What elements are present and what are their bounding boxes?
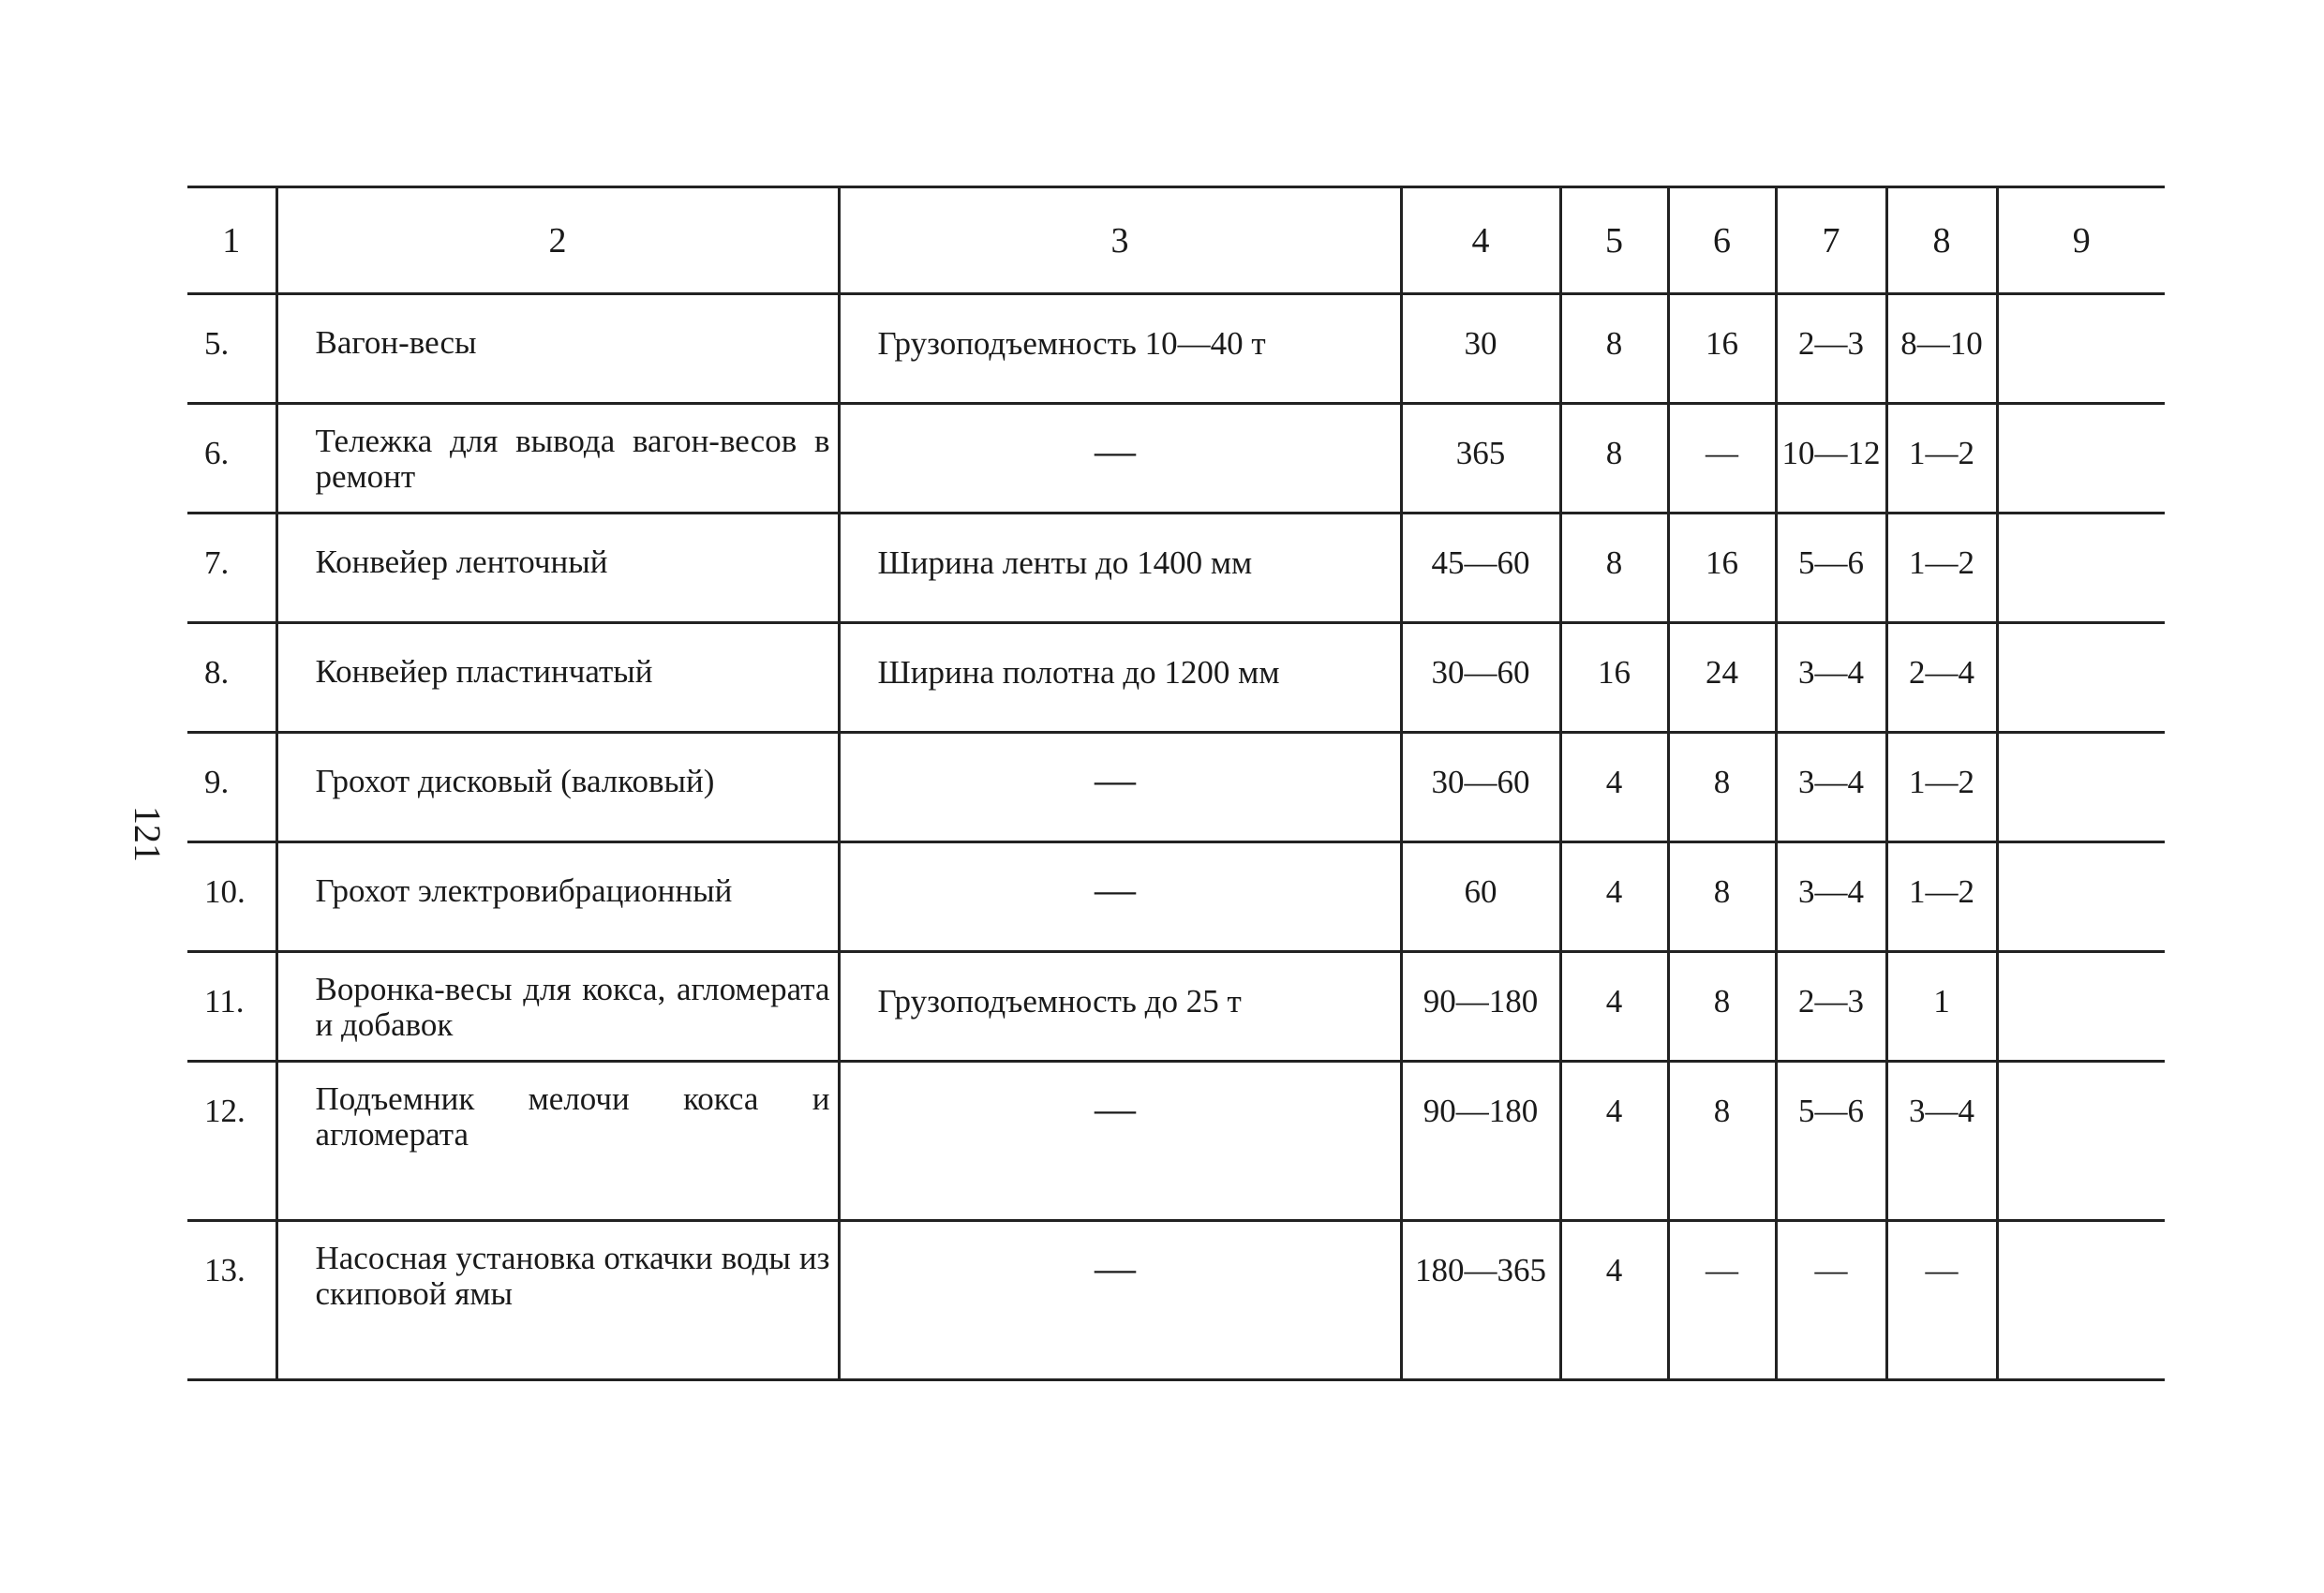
col-6-value: — <box>1668 1221 1776 1380</box>
header-col-3: 3 <box>839 187 1401 294</box>
col-6-value: 8 <box>1668 1062 1776 1221</box>
table-row <box>187 514 2165 623</box>
col-5-value: 8 <box>1560 514 1668 623</box>
table-row <box>187 952 2165 1062</box>
col-8-value: 1—2 <box>1886 514 1997 623</box>
col-7-value: 2—3 <box>1776 294 1886 404</box>
header-col-1: 1 <box>222 220 241 261</box>
row-number: 13. <box>204 1252 246 1288</box>
col-6-value: 16 <box>1668 514 1776 623</box>
col-8-value: 1 <box>1886 952 1997 1062</box>
header-row <box>187 187 2165 294</box>
col-6-value: — <box>1668 404 1776 514</box>
equipment-name: Конвейер пластинчатый <box>276 623 839 733</box>
equipment-parameter: Ширина полотна до 1200 мм <box>839 623 1401 733</box>
table-row <box>187 733 2165 842</box>
col-9-value <box>1997 623 2165 733</box>
page-number: 121 <box>127 806 169 862</box>
header-col-4: 4 <box>1401 187 1560 294</box>
header-col-8: 8 <box>1886 187 1997 294</box>
col-5-value: 4 <box>1560 733 1668 842</box>
equipment-parameter: — <box>839 1062 1401 1221</box>
col-5-value: 4 <box>1560 1062 1668 1221</box>
col-8-value: 1—2 <box>1886 404 1997 514</box>
equipment-name: Конвейер ленточный <box>276 514 839 623</box>
row-number: 12. <box>204 1093 246 1129</box>
equipment-name: Насосная установка откачки воды из скиповой ямы <box>276 1221 839 1380</box>
col-8-value: 1—2 <box>1886 842 1997 952</box>
col-8-value: — <box>1886 1221 1997 1380</box>
col-7-value: — <box>1776 1221 1886 1380</box>
table-body <box>187 294 2165 1380</box>
equipment-parameter: — <box>839 733 1401 842</box>
col-5-value: 16 <box>1560 623 1668 733</box>
col-7-value: 10—12 <box>1776 404 1886 514</box>
col-6-value: 8 <box>1668 952 1776 1062</box>
col-7-value: 3—4 <box>1776 623 1886 733</box>
col-9-value <box>1997 952 2165 1062</box>
col-5-value: 4 <box>1560 1221 1668 1380</box>
col-4-value: 180—365 <box>1401 1221 1560 1380</box>
col-6-value: 8 <box>1668 733 1776 842</box>
col-9-value <box>1997 1221 2165 1380</box>
table-header <box>187 187 2165 294</box>
col-4-value: 30—60 <box>1401 733 1560 842</box>
equipment-parameter: — <box>839 842 1401 952</box>
table-row <box>187 1221 2165 1380</box>
header-col-7: 7 <box>1776 187 1886 294</box>
col-4-value: 365 <box>1401 404 1560 514</box>
col-9-value <box>1997 294 2165 404</box>
equipment-parameter: — <box>839 404 1401 514</box>
col-4-value: 90—180 <box>1401 1062 1560 1221</box>
col-4-value: 60 <box>1401 842 1560 952</box>
col-8-value: 2—4 <box>1886 623 1997 733</box>
header-col-2: 2 <box>276 187 839 294</box>
col-6-value: 8 <box>1668 842 1776 952</box>
table-row <box>187 404 2165 514</box>
equipment-name: Тележка для вывода вагон-весов в ремонт <box>276 404 839 514</box>
col-6-value: 24 <box>1668 623 1776 733</box>
col-5-value: 4 <box>1560 952 1668 1062</box>
equipment-parameter: Грузоподъемность до 25 т <box>839 952 1401 1062</box>
col-8-value: 8—10 <box>1886 294 1997 404</box>
col-4-value: 90—180 <box>1401 952 1560 1062</box>
col-9-value <box>1997 733 2165 842</box>
col-7-value: 5—6 <box>1776 1062 1886 1221</box>
row-number: 6. <box>204 435 230 471</box>
col-8-value: 3—4 <box>1886 1062 1997 1221</box>
equipment-name: Воронка-весы для кокса, агломерата и добавок <box>276 952 839 1062</box>
row-number: 11. <box>204 983 245 1020</box>
row-number: 9. <box>204 764 230 800</box>
col-5-value: 4 <box>1560 842 1668 952</box>
col-7-value: 3—4 <box>1776 733 1886 842</box>
row-number: 10. <box>204 873 246 910</box>
col-8-value: 1—2 <box>1886 733 1997 842</box>
col-5-value: 8 <box>1560 294 1668 404</box>
equipment-parameter: Грузоподъемность 10—40 т <box>839 294 1401 404</box>
equipment-table <box>187 186 2165 1381</box>
equipment-parameter: — <box>839 1221 1401 1380</box>
col-7-value: 3—4 <box>1776 842 1886 952</box>
col-9-value <box>1997 404 2165 514</box>
equipment-name: Грохот электровибрационный <box>276 842 839 952</box>
header-col-6: 6 <box>1668 187 1776 294</box>
equipment-name: Вагон-весы <box>276 294 839 404</box>
col-6-value: 16 <box>1668 294 1776 404</box>
col-7-value: 2—3 <box>1776 952 1886 1062</box>
table-row <box>187 842 2165 952</box>
col-9-value <box>1997 514 2165 623</box>
table-row <box>187 294 2165 404</box>
row-number: 7. <box>204 544 230 581</box>
col-4-value: 30 <box>1401 294 1560 404</box>
table-row <box>187 623 2165 733</box>
col-9-value <box>1997 1062 2165 1221</box>
table-row <box>187 1062 2165 1221</box>
col-7-value: 5—6 <box>1776 514 1886 623</box>
row-number: 8. <box>204 654 230 691</box>
header-col-5: 5 <box>1560 187 1668 294</box>
equipment-name: Грохот дисковый (валковый) <box>276 733 839 842</box>
col-5-value: 8 <box>1560 404 1668 514</box>
col-4-value: 30—60 <box>1401 623 1560 733</box>
col-4-value: 45—60 <box>1401 514 1560 623</box>
equipment-name: Подъемник мелочи кокса и агломерата <box>276 1062 839 1221</box>
row-number: 5. <box>204 325 230 362</box>
col-9-value <box>1997 842 2165 952</box>
header-col-9: 9 <box>1997 187 2165 294</box>
equipment-parameter: Ширина ленты до 1400 мм <box>839 514 1401 623</box>
